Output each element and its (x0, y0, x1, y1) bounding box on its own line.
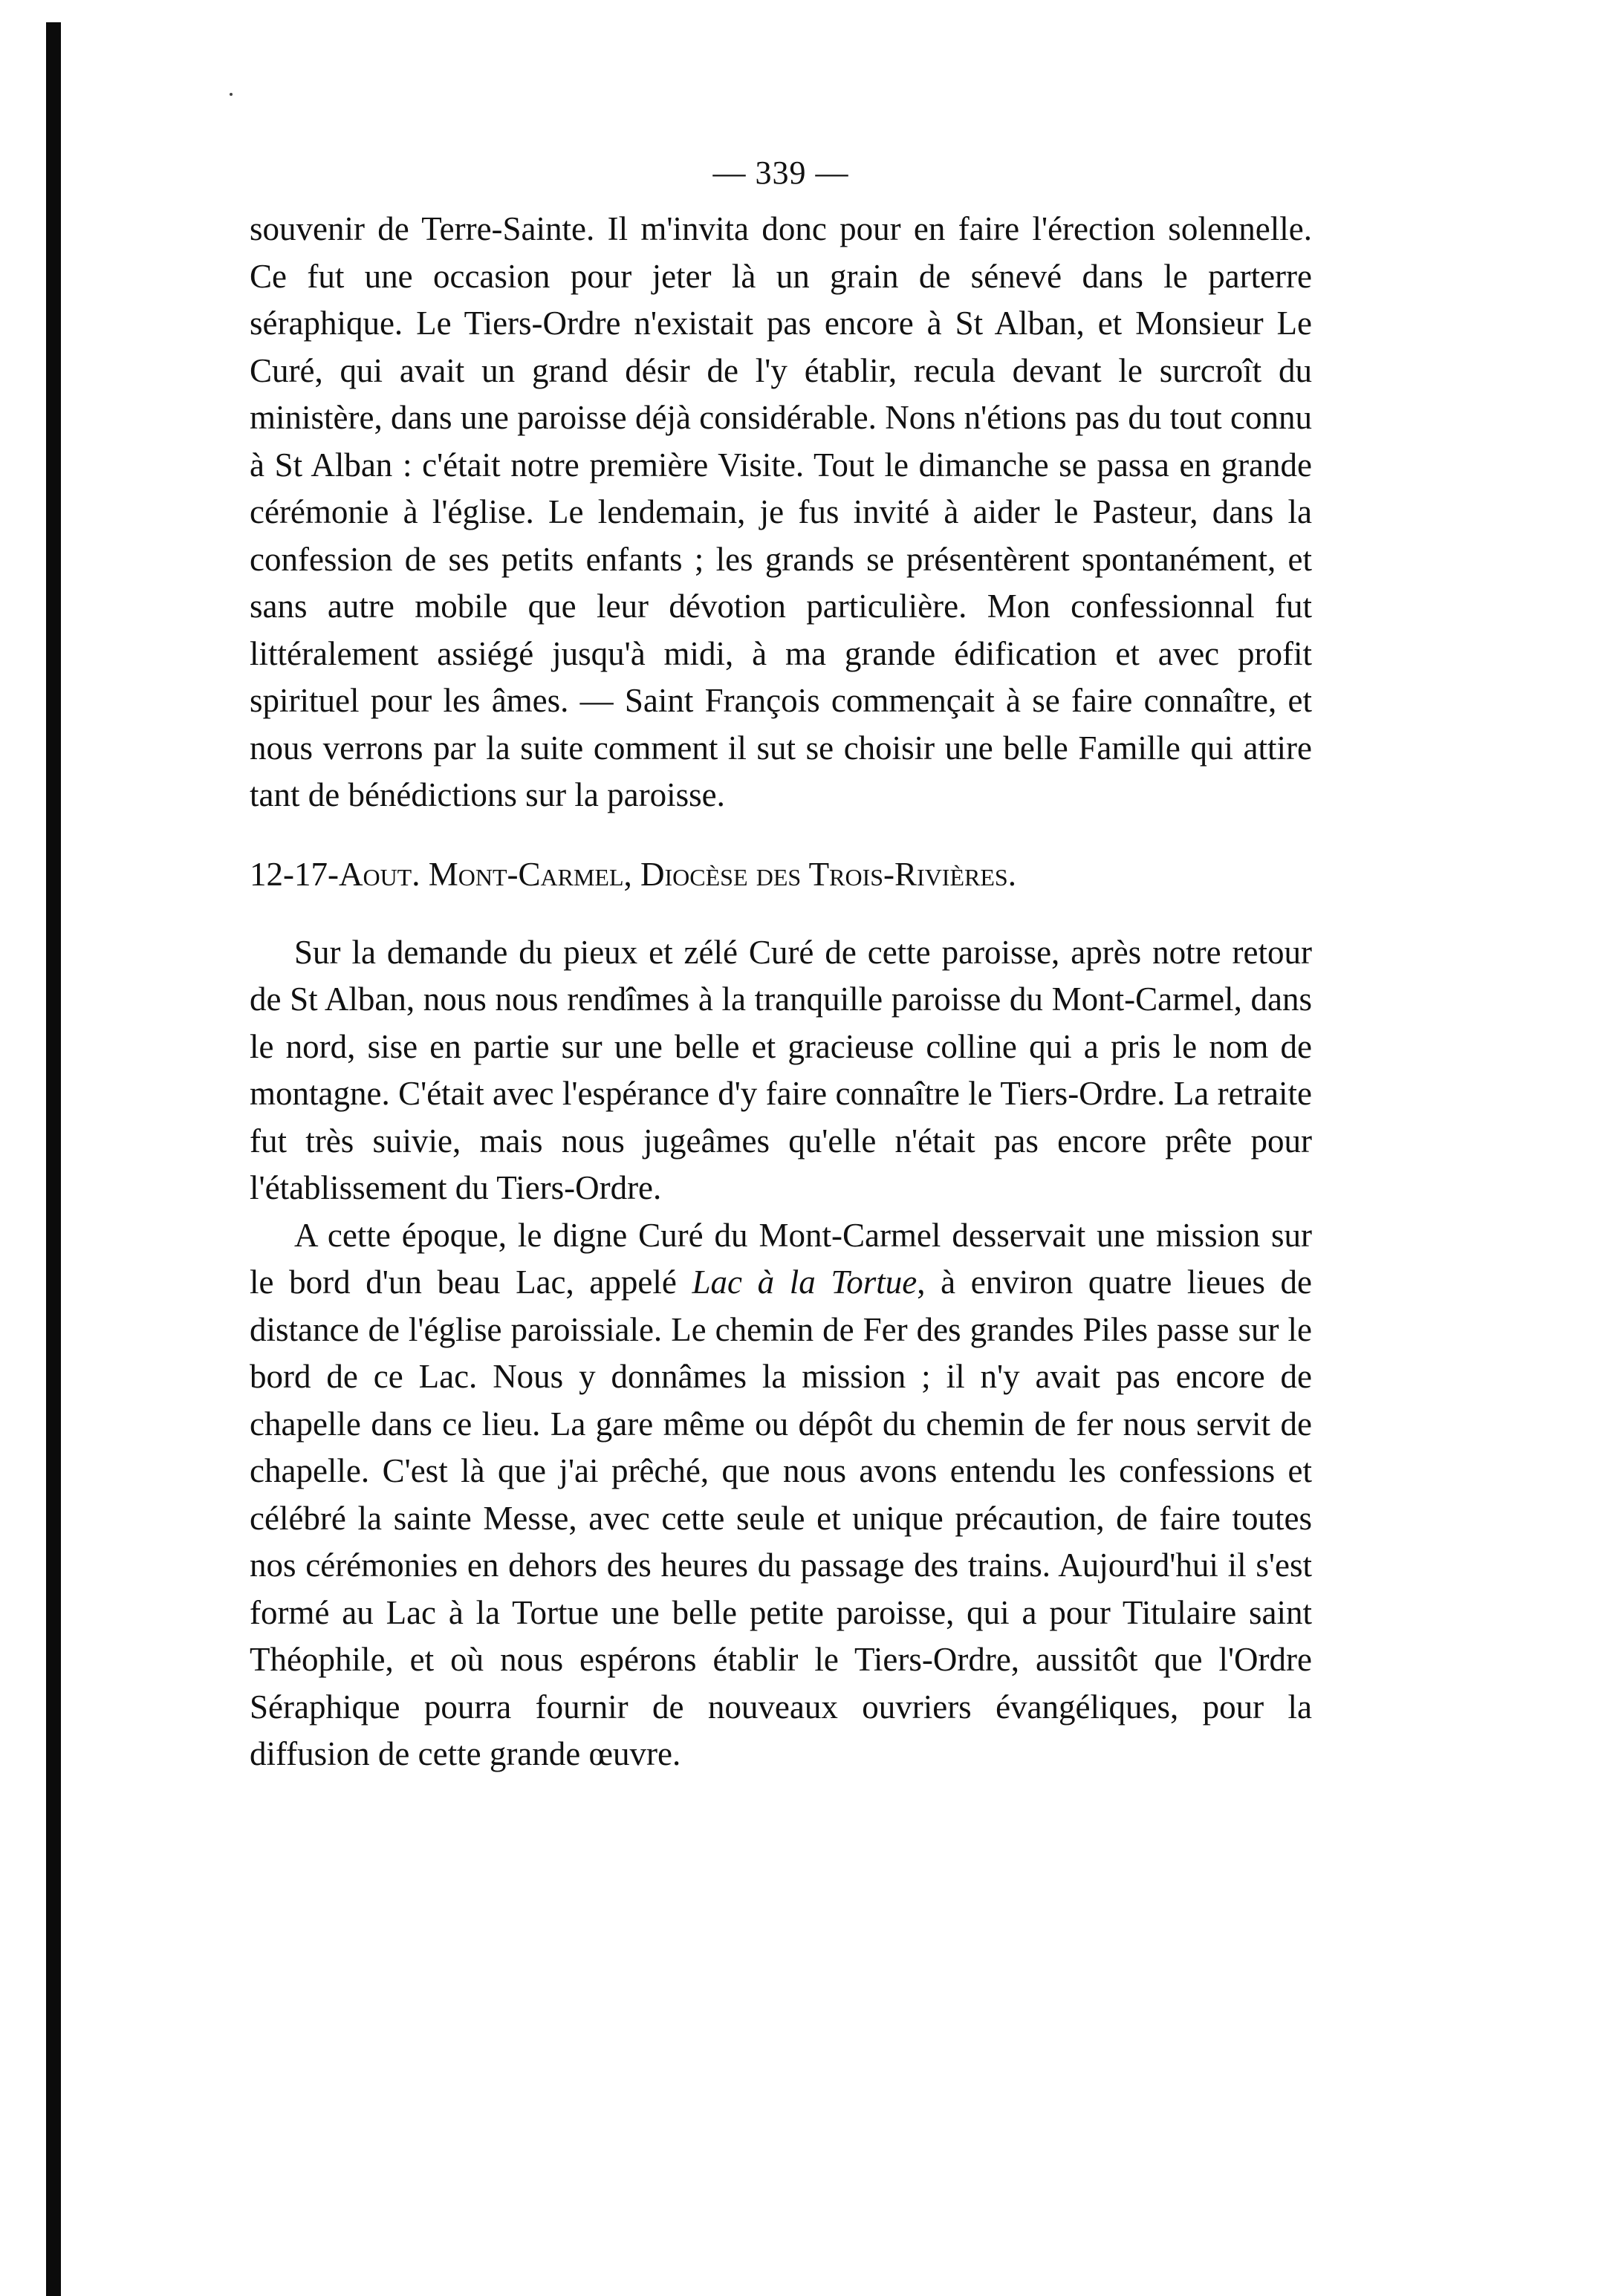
page-number: — 339 — (712, 155, 849, 191)
paragraph-mont-carmel: Sur la demande du pieux et zélé Curé de cette paroisse, après notre retour de St Alban, nous nous rendîmes à la tranquille paroisse du Mont-Carmel, dans le nord, sise en partie sur une belle et gracieuse colline qui a pris le nom de montagne. C'était avec l'espérance d'y faire connaître le Tiers-Ordre. La retraite fut très suivie, mais nous jugeâmes qu'elle n'était pas encore prête pour l'établissement du Tiers-Ordre. (250, 933, 1312, 1206)
section-heading: 12-17-Aout. Mont-Carmel, Diocèse des Trois-Rivières. (250, 855, 1016, 893)
paragraph-lac-a-la-tortue (250, 1212, 1312, 1778)
lake-name-italic: Lac à la Tortue (692, 1264, 918, 1301)
book-page (250, 152, 1312, 1778)
scan-binding-edge (46, 22, 61, 2296)
paragraph-continuation: souvenir de Terre-Sainte. Il m'invita donc pour en faire l'érection solennelle. Ce fut une occasion pour jeter là un grain de sénevé dans le parterre séraphique. Le Tiers-Ordre n'existait pas encore à St Alban, et Monsieur Le Curé, qui avait un grand désir de l'y établir, recula devant le surcroît du ministère, dans une paroisse déjà considérable. Nons n'étions pas du tout connu à St Alban : c'était notre première Visite. Tout le dimanche se passa en grande cérémonie à l'église. Le lendemain, je fus invité à aider le Pasteur, dans la confession de ses petits enfants ; les grands se présentèrent spontanément, et sans autre mobile que leur dévotion particulière. Mon confessionnal fut littéralement assiégé jusqu'à midi, à ma grande édification et avec profit spirituel pour les âmes. — Saint François commençait à se faire connaître, et nous verrons par la suite comment il sut se choisir une belle Famille qui attire tant de bénédictions sur la paroisse. (250, 210, 1312, 813)
paragraph-3-text-after: , à environ quatre lieues de distance de l'église paroissiale. Le chemin de Fer des grandes Piles passe sur le bord de ce Lac. Nous y donnâmes la mission ; il n'y avait pas encore de chapelle dans ce lieu. La gare même ou dépôt du chemin de fer nous servit de chapelle. C'est là que j'ai prêché, que nous avons entendu les confessions et célébré la sainte Messe, avec cette seule et unique précaution, de faire toutes nos cérémonies en dehors des heures du passage des trains. Aujourd'hui il s'est formé au Lac à la Tortue une belle petite paroisse, qui a pour Titulaire saint Théophile, et où nous espérons établir le Tiers-Ordre, aussitôt que l'Ordre Séraphique pourra fournir de nouveaux ouvriers évangéliques, pour la diffusion de cette grande œuvre. (250, 1264, 1313, 1772)
scan-speck (230, 93, 233, 96)
paragraph-3-text-before: A cette époque, le digne Curé du Mont-Carmel desservait une mission sur le bord d'un beau Lac, appelé (250, 1216, 1312, 1301)
